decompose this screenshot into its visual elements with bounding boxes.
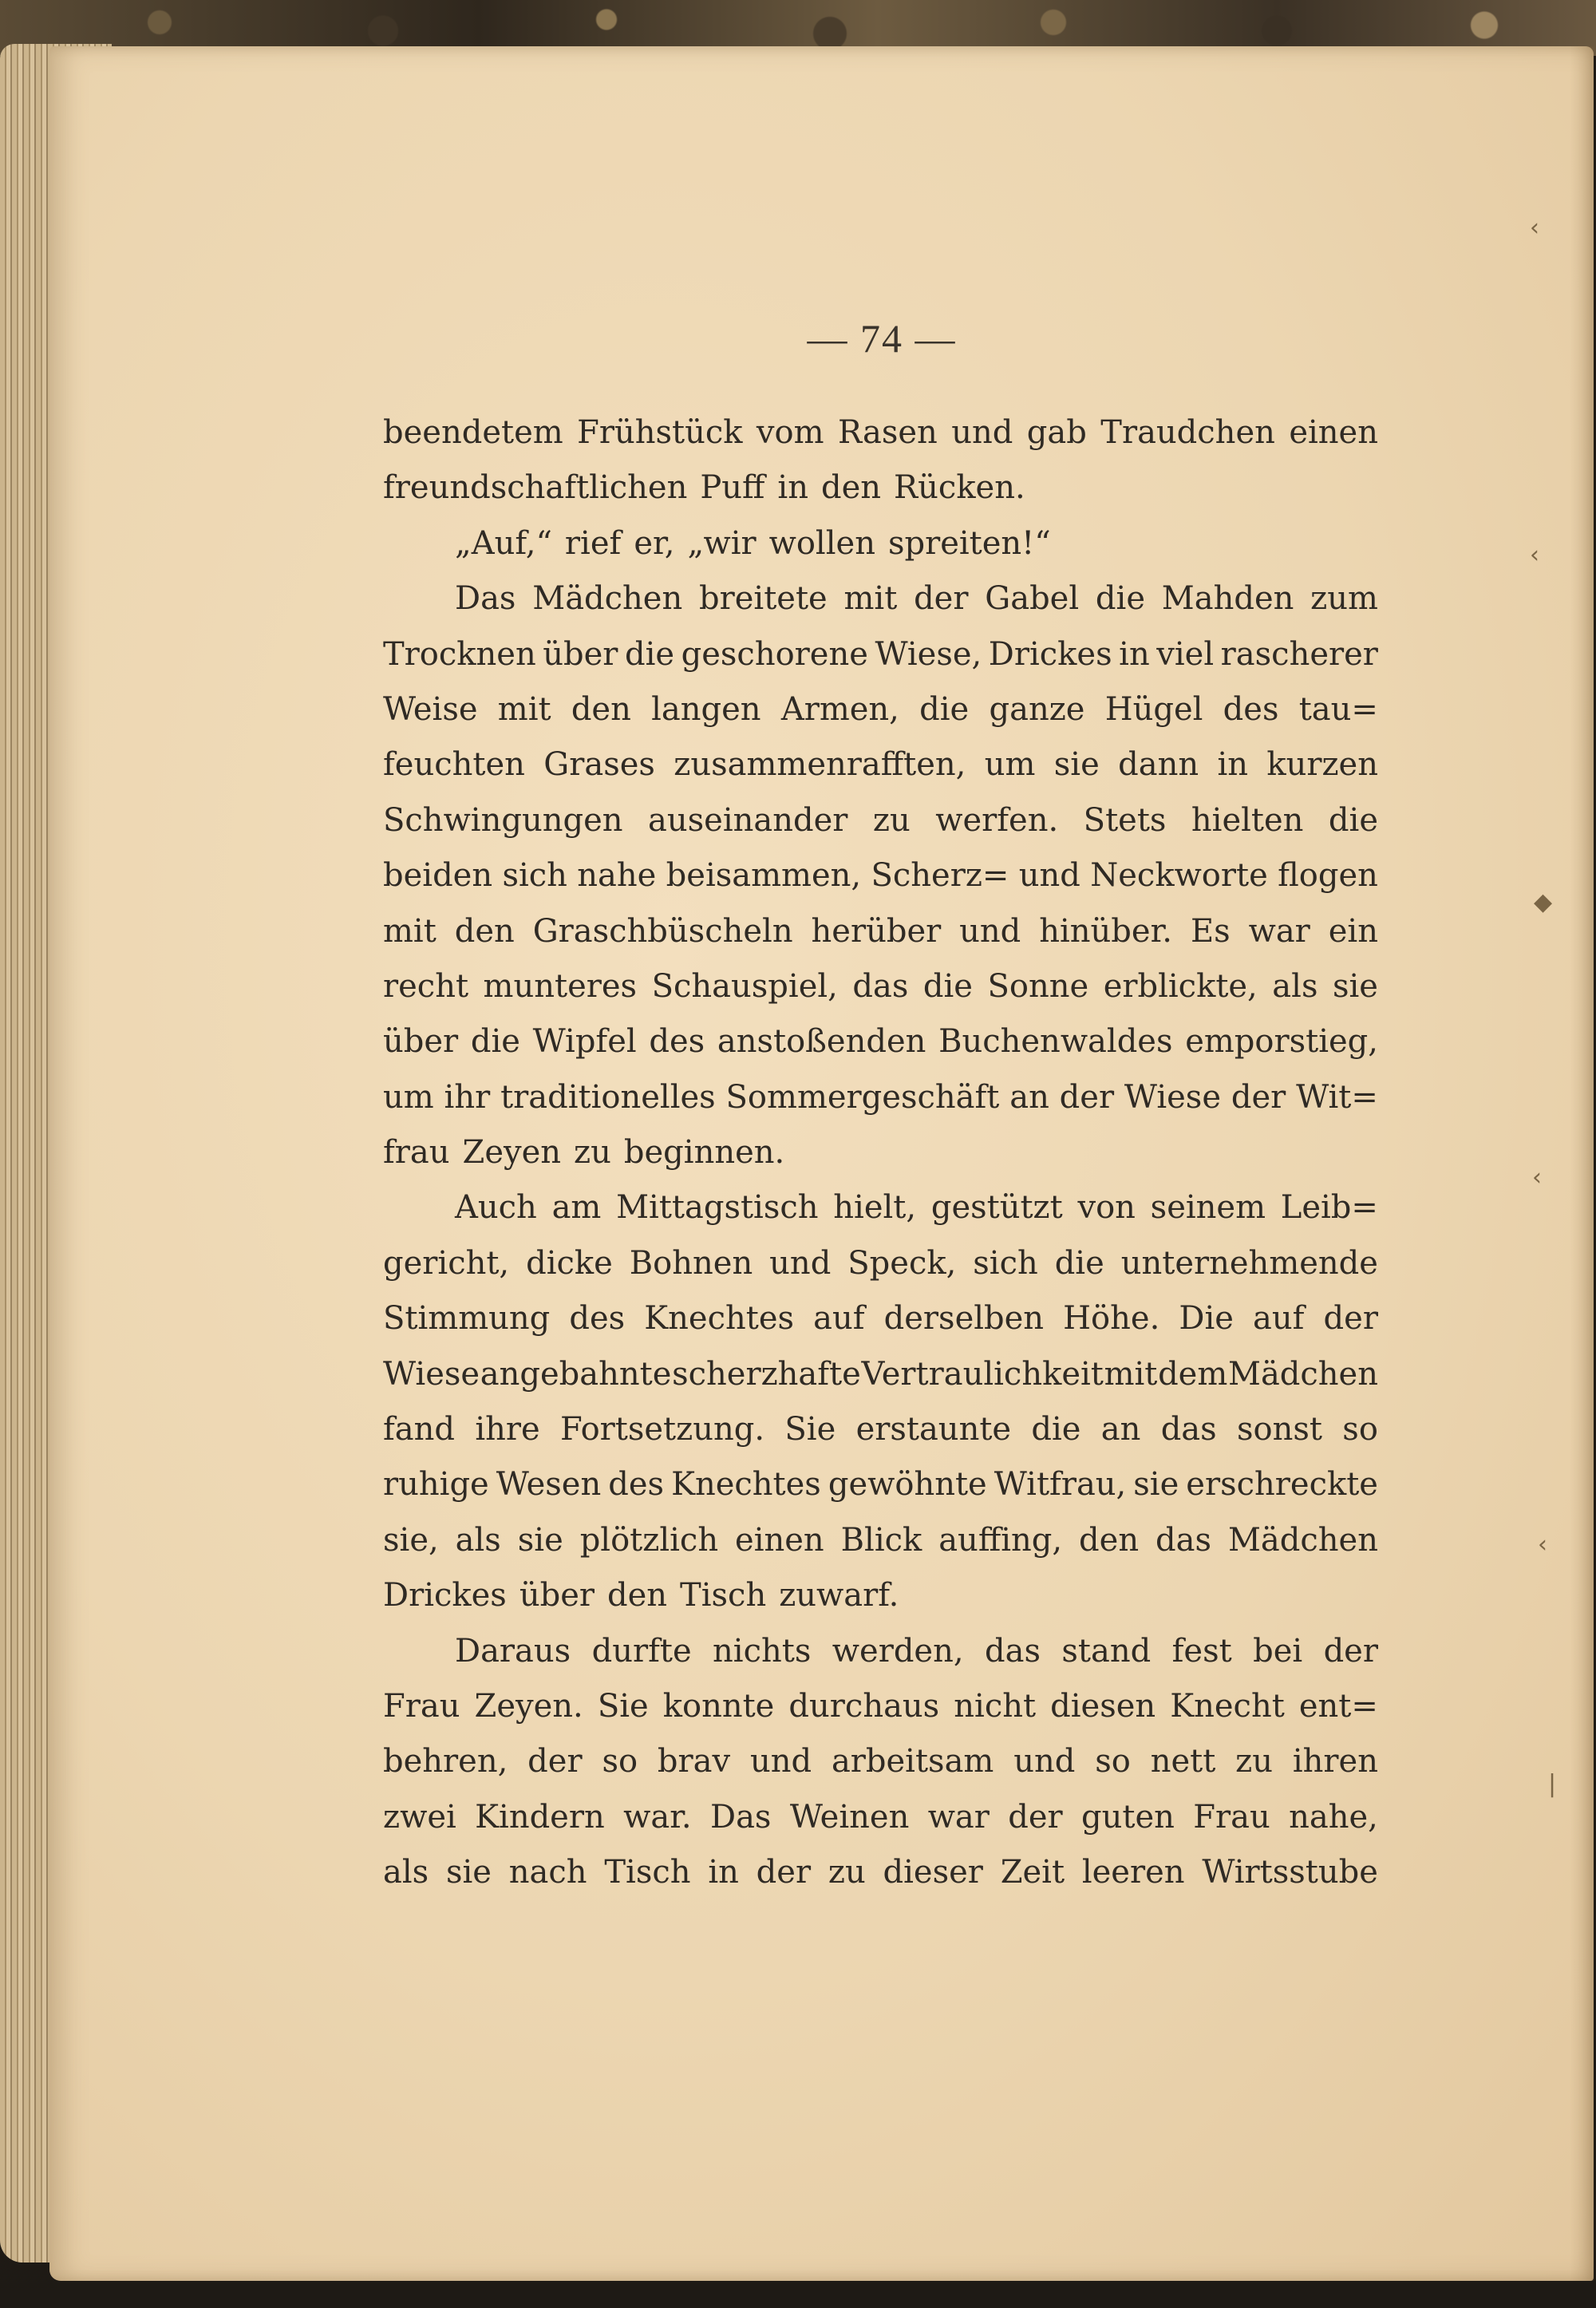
- word: sie: [517, 1521, 563, 1559]
- word: dann: [1118, 746, 1199, 784]
- word: nichts: [713, 1632, 812, 1670]
- word: nicht: [954, 1687, 1037, 1725]
- word: hielten: [1191, 801, 1304, 839]
- word: Wirtsstube: [1202, 1854, 1378, 1891]
- word: Trocknen: [383, 635, 536, 673]
- word: Speck,: [847, 1244, 957, 1282]
- word: plötzlich: [579, 1521, 719, 1559]
- word: viel: [1156, 635, 1215, 673]
- word: der: [1008, 1798, 1063, 1836]
- word: Sie: [784, 1411, 836, 1448]
- word: munteres: [483, 967, 638, 1005]
- text-line: [383, 460, 1378, 516]
- word: zum: [1310, 580, 1378, 618]
- word: an: [1100, 1411, 1141, 1448]
- word: durchaus: [788, 1687, 940, 1725]
- text-line: [383, 516, 1378, 571]
- word: zu: [1235, 1743, 1273, 1780]
- word: zwei: [383, 1798, 456, 1836]
- word: Gabel: [985, 580, 1080, 618]
- text-line: [383, 571, 1378, 626]
- text-line: [383, 1624, 1378, 1679]
- word: der: [914, 580, 969, 618]
- word: sie,: [383, 1521, 439, 1559]
- word: Höhe.: [1063, 1300, 1160, 1338]
- word: den: [820, 469, 882, 507]
- word: Witfrau,: [994, 1466, 1127, 1504]
- word: um: [984, 746, 1036, 784]
- word: nach: [508, 1854, 587, 1891]
- word: sie: [1332, 967, 1378, 1005]
- word: Zeit: [1000, 1854, 1065, 1891]
- word: hielt,: [833, 1189, 917, 1227]
- body-text: [383, 405, 1378, 1901]
- text-line: [383, 682, 1378, 737]
- text-line: [383, 1014, 1378, 1069]
- word: zu: [872, 801, 911, 839]
- word: Zeyen: [462, 1134, 562, 1172]
- word: durfte: [591, 1632, 692, 1670]
- word: Die: [1179, 1300, 1234, 1338]
- word: der: [1059, 1078, 1115, 1116]
- text-line: [383, 1513, 1378, 1568]
- word: des: [569, 1300, 626, 1338]
- word: so: [1095, 1743, 1131, 1780]
- word: Leib=: [1280, 1189, 1378, 1227]
- word: Traudchen: [1100, 414, 1275, 451]
- word: die: [1031, 1411, 1081, 1448]
- word: Buchenwaldes: [938, 1023, 1173, 1061]
- word: erschreckte: [1186, 1466, 1378, 1504]
- word: beiden: [383, 857, 493, 895]
- word: er,: [634, 524, 675, 562]
- word: spreiten!“: [887, 524, 1051, 562]
- word: Drickes: [383, 1577, 507, 1614]
- word: des: [608, 1466, 665, 1504]
- word: Mädchen: [532, 580, 683, 618]
- text-line: [383, 1070, 1378, 1125]
- word: Wiese: [1124, 1078, 1221, 1116]
- word: und: [749, 1743, 812, 1780]
- word: breitete: [699, 580, 828, 618]
- word: rascherer: [1220, 635, 1378, 673]
- word: das: [1156, 1521, 1212, 1559]
- margin-mark: |: [1548, 1770, 1557, 1798]
- text-line: [383, 1236, 1378, 1291]
- word: der: [756, 1854, 812, 1891]
- word: erstaunte: [855, 1411, 1012, 1448]
- word: nahe: [577, 857, 657, 895]
- text-line: [383, 405, 1378, 460]
- word: zuwarf.: [779, 1577, 899, 1614]
- word: Sonne: [987, 967, 1089, 1005]
- word: gab: [1026, 414, 1087, 451]
- word: am: [551, 1189, 602, 1227]
- word: vom: [756, 414, 824, 451]
- word: auf: [1253, 1300, 1305, 1338]
- word: sie: [445, 1854, 492, 1891]
- word: war: [927, 1798, 990, 1836]
- text-line: [383, 793, 1378, 848]
- word: Weise: [383, 690, 478, 728]
- word: als: [1272, 967, 1318, 1005]
- word: gericht,: [383, 1244, 510, 1282]
- text-line: [383, 627, 1378, 682]
- word: Wit=: [1296, 1078, 1378, 1116]
- word: Rücken.: [894, 469, 1025, 507]
- word: Fortsetzung.: [560, 1411, 765, 1448]
- word: dicke: [526, 1244, 613, 1282]
- word: der: [1323, 1300, 1378, 1338]
- word: zu: [828, 1854, 866, 1891]
- word: guten: [1081, 1798, 1175, 1836]
- word: diesen: [1050, 1687, 1156, 1725]
- word: stand: [1061, 1632, 1152, 1670]
- word: ruhige: [383, 1466, 489, 1504]
- margin-mark: ‹: [1538, 1531, 1547, 1559]
- word: Wiese: [383, 1355, 480, 1393]
- word: behren,: [383, 1743, 508, 1780]
- word: auffing,: [938, 1521, 1063, 1559]
- word: rief: [564, 524, 622, 562]
- text-line: [383, 848, 1378, 903]
- word: um: [383, 1078, 434, 1116]
- word: werden,: [832, 1632, 964, 1670]
- word: Schwingungen: [383, 801, 623, 839]
- word: ein: [1328, 912, 1378, 950]
- word: bei: [1253, 1632, 1303, 1670]
- text-line: [383, 737, 1378, 792]
- word: über: [543, 635, 618, 673]
- word: Sie: [597, 1687, 649, 1725]
- word: brav: [657, 1743, 731, 1780]
- word: den: [1079, 1521, 1140, 1559]
- word: war: [1248, 912, 1310, 950]
- word: beisammen,: [666, 857, 862, 895]
- word: an: [1009, 1078, 1049, 1116]
- word: werfen.: [935, 801, 1059, 839]
- word: so: [602, 1743, 638, 1780]
- word: Mädchen: [1227, 1355, 1378, 1393]
- word: Stimmung: [383, 1300, 551, 1338]
- word: die: [1328, 801, 1378, 839]
- word: sich: [502, 857, 567, 895]
- word: Weinen: [789, 1798, 910, 1836]
- text-line: [383, 1790, 1378, 1845]
- word: fest: [1171, 1632, 1232, 1670]
- word: fand: [383, 1411, 456, 1448]
- word: des: [649, 1023, 705, 1061]
- margin-mark: ‹: [1530, 214, 1539, 242]
- word: und: [1013, 1743, 1076, 1780]
- word: Knecht: [1170, 1687, 1285, 1725]
- word: über: [519, 1577, 595, 1614]
- word: war.: [623, 1798, 692, 1836]
- word: Auch: [455, 1189, 537, 1227]
- word: emporstieg,: [1185, 1023, 1378, 1061]
- word: flogen: [1278, 857, 1378, 895]
- word: der: [1323, 1632, 1378, 1670]
- word: Frau: [383, 1687, 460, 1725]
- word: erblickte,: [1103, 967, 1258, 1005]
- word: der: [527, 1743, 583, 1780]
- margin-mark: ‹: [1530, 541, 1539, 569]
- word: zu: [574, 1134, 611, 1172]
- word: Bohnen: [629, 1244, 753, 1282]
- word: unternehmende: [1120, 1244, 1378, 1282]
- word: als: [383, 1854, 429, 1891]
- word: Tisch: [680, 1577, 767, 1614]
- word: sonst: [1237, 1411, 1322, 1448]
- word: ihren: [1292, 1743, 1378, 1780]
- word: mit: [1104, 1355, 1158, 1393]
- word: ganze: [989, 690, 1085, 728]
- word: frau: [383, 1134, 450, 1172]
- word: zusammenrafften,: [674, 746, 966, 784]
- word: geschorene: [681, 635, 868, 673]
- word: dem: [1158, 1355, 1228, 1393]
- word: Das: [710, 1798, 772, 1836]
- text-line: [383, 1845, 1378, 1900]
- word: ent=: [1298, 1687, 1378, 1725]
- word: des: [1223, 690, 1279, 728]
- word: ihr: [444, 1078, 491, 1116]
- word: Mädchen: [1227, 1521, 1378, 1559]
- word: beginnen.: [623, 1134, 785, 1172]
- word: ihre: [475, 1411, 540, 1448]
- word: die: [1054, 1244, 1104, 1282]
- word: Puff: [700, 469, 765, 507]
- word: wollen: [768, 524, 875, 562]
- word: Wiese,: [875, 635, 982, 673]
- word: Grases: [543, 746, 655, 784]
- word: hinüber.: [1039, 912, 1173, 950]
- word: den: [607, 1577, 668, 1614]
- word: Schauspiel,: [651, 967, 838, 1005]
- word: Drickes: [988, 635, 1112, 673]
- word: Sommergeschäft: [725, 1078, 1000, 1116]
- word: „Auf,“: [455, 524, 552, 562]
- word: feuchten: [383, 746, 525, 784]
- word: in: [1217, 746, 1249, 784]
- text-line: [383, 1291, 1378, 1346]
- text-line: [383, 1734, 1378, 1789]
- word: Wipfel: [532, 1023, 637, 1061]
- text-line: [383, 1347, 1378, 1402]
- word: Knechtes: [644, 1300, 795, 1338]
- word: von: [1077, 1189, 1136, 1227]
- word: Frau: [1193, 1798, 1270, 1836]
- word: arbeitsam: [831, 1743, 994, 1780]
- word: tau=: [1298, 690, 1378, 728]
- margin-mark: ‹: [1532, 1164, 1542, 1192]
- text-line: [383, 1402, 1378, 1457]
- word: leeren: [1081, 1854, 1185, 1891]
- word: recht: [383, 967, 469, 1005]
- text-line: [383, 1180, 1378, 1235]
- word: Armen,: [780, 690, 899, 728]
- word: das: [852, 967, 909, 1005]
- word: Knechtes: [671, 1466, 821, 1504]
- word: freundschaftlichen: [383, 469, 688, 507]
- word: mit: [843, 580, 898, 618]
- word: nahe,: [1289, 1798, 1378, 1836]
- word: Vertraulichkeit: [861, 1355, 1104, 1393]
- word: den: [454, 912, 515, 950]
- word: die: [919, 690, 970, 728]
- word: langen: [651, 690, 761, 728]
- page-number: — 74 —: [807, 316, 957, 361]
- word: herüber: [811, 912, 942, 950]
- word: auf: [813, 1300, 865, 1338]
- word: die: [1095, 580, 1145, 618]
- word: Hügel: [1104, 690, 1203, 728]
- word: beendetem: [383, 414, 563, 451]
- word: Daraus: [455, 1632, 571, 1670]
- word: als: [455, 1521, 501, 1559]
- word: sich: [973, 1244, 1038, 1282]
- word: Zeyen.: [474, 1687, 583, 1725]
- text-line: [383, 1125, 1378, 1180]
- word: das: [984, 1632, 1041, 1670]
- word: nett: [1150, 1743, 1216, 1780]
- word: Kindern: [475, 1798, 605, 1836]
- word: angebahnte: [480, 1355, 672, 1393]
- word: scherzhafte: [672, 1355, 861, 1393]
- word: so: [1342, 1411, 1378, 1448]
- margin-mark: ◆: [1534, 888, 1553, 916]
- word: konnte: [662, 1687, 775, 1725]
- word: Es: [1190, 912, 1231, 950]
- word: das: [1160, 1411, 1217, 1448]
- word: die: [922, 967, 973, 1005]
- word: Stets: [1083, 801, 1167, 839]
- word: traditionelles: [500, 1078, 716, 1116]
- word: in: [777, 469, 808, 507]
- word: auseinander: [648, 801, 848, 839]
- word: sie: [1133, 1466, 1179, 1504]
- word: einen: [735, 1521, 824, 1559]
- word: der: [1231, 1078, 1286, 1116]
- text-line: [383, 1568, 1378, 1623]
- text-line: [383, 959, 1378, 1014]
- text-line: [383, 904, 1378, 959]
- word: Tisch: [604, 1854, 691, 1891]
- word: Neckworte: [1090, 857, 1268, 895]
- word: die: [470, 1023, 520, 1061]
- word: und: [959, 912, 1021, 950]
- word: Graschbüscheln: [532, 912, 793, 950]
- word: seinem: [1150, 1189, 1266, 1227]
- word: „wir: [687, 524, 757, 562]
- word: Frühstück: [577, 414, 743, 451]
- word: kurzen: [1266, 746, 1378, 784]
- word: dieser: [883, 1854, 983, 1891]
- word: Mittagstisch: [616, 1189, 819, 1227]
- word: gewöhnte: [828, 1466, 987, 1504]
- word: die: [624, 635, 675, 673]
- word: über: [383, 1023, 459, 1061]
- word: derselben: [883, 1300, 1045, 1338]
- word: in: [708, 1854, 739, 1891]
- word: Mahden: [1161, 580, 1294, 618]
- word: und: [1018, 857, 1080, 895]
- word: Das: [455, 580, 516, 618]
- word: Scherz=: [871, 857, 1009, 895]
- word: mit: [497, 690, 551, 728]
- word: in: [1119, 635, 1150, 673]
- word: gestützt: [930, 1189, 1063, 1227]
- word: sie: [1053, 746, 1100, 784]
- word: Rasen: [837, 414, 938, 451]
- text-line: [383, 1679, 1378, 1734]
- word: Wesen: [496, 1466, 602, 1504]
- word: einen: [1289, 414, 1378, 451]
- word: und: [951, 414, 1013, 451]
- word: und: [769, 1244, 832, 1282]
- text-line: [383, 1457, 1378, 1512]
- word: Blick: [840, 1521, 922, 1559]
- word: mit: [383, 912, 437, 950]
- word: den: [571, 690, 631, 728]
- word: anstoßenden: [717, 1023, 926, 1061]
